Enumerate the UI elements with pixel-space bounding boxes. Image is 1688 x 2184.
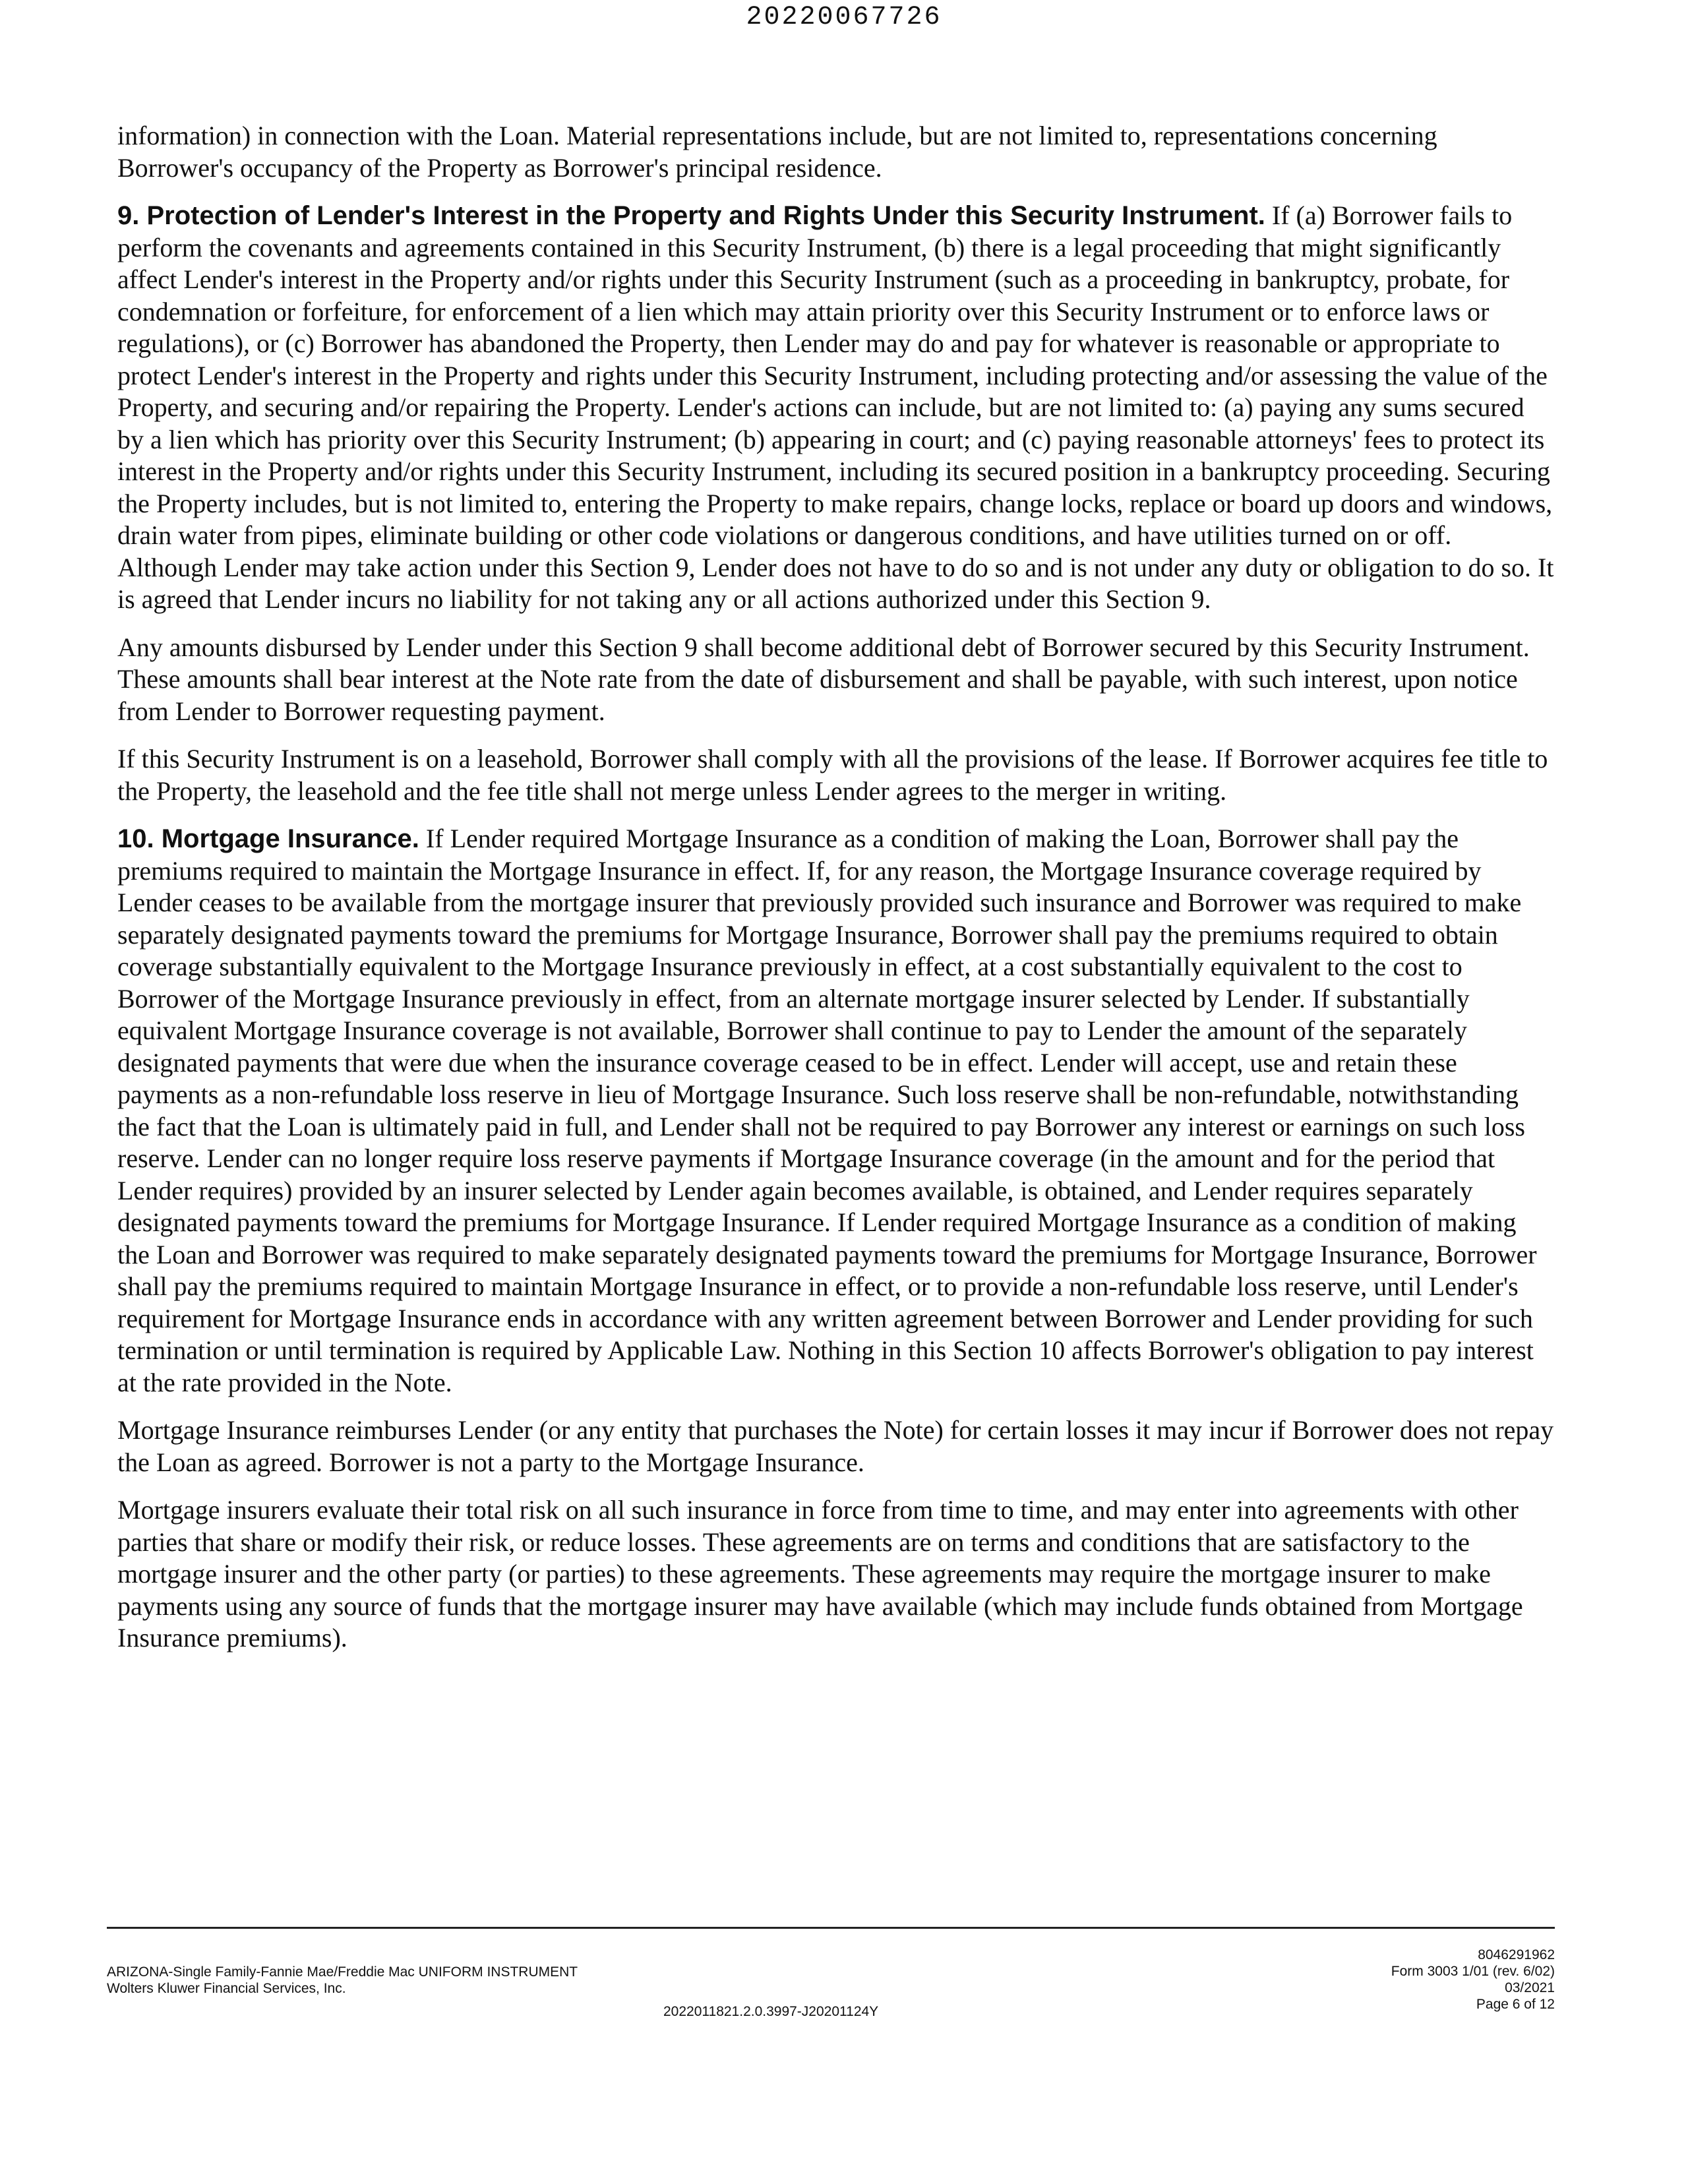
section-10-paragraph-2: Mortgage Insurance reimburses Lender (or any entity that purchases the Note) for certain losses it may incur if Borrower does not repay the Loan as agreed. Borrower is not a party to the Mortgage Insurance. <box>117 1415 1554 1477</box>
section-10-heading: 10. Mortgage Insurance. <box>117 824 419 853</box>
footer-form-date: 03/2021 <box>1505 1980 1555 1995</box>
section-10-text: If Lender required Mortgage Insurance as a condition of making the Loan, Borrower shall pay the premiums required to maintain the Mortgage Insurance in effect. If, for any reason, the Mortgage Insurance coverage required by Lender ceases to be available from the mortgage insurer that previously provided such insurance and Borrower was required to make separately designated payments toward the premiums for Mortgage Insurance, Borrower shall pay the premiums required to obtain coverage substantially equivalent to the Mortgage Insurance previously in effect, at a cost substantially equivalent to the cost to Borrower of the Mortgage Insurance previously in effect, from an alternate mortgage insurer selected by Lender. If substantially equivalent Mortgage Insurance coverage is not available, Borrower shall continue to pay to Lender the amount of the separately designated payments that were due when the insurance coverage ceased to be in effect. Lender will accept, use and retain these payments as a non-refundable loss reserve in lieu of Mortgage Insurance. Such loss reserve shall be non-refundable, notwithstanding the fact that the Loan is ultimately paid in full, and Lender shall not be required to pay Borrower any interest or earnings on such loss reserve. Lender can no longer require loss reserve payments if Mortgage Insurance coverage (in the amount and for the period that Lender requires) provided by an insurer selected by Lender again becomes available, is obtained, and Lender requires separately designated payments toward the premiums for Mortgage Insurance. If Lender required Mortgage Insurance as a condition of making the Loan and Borrower was required to make separately designated payments toward the premiums for Mortgage Insurance, Borrower shall pay the premiums required to maintain Mortgage Insurance in effect, or to provide a non-refundable loss reserve, until Lender's requirement for Mortgage Insurance ends in accordance with any written agreement between Borrower and Lender providing for such termination or until termination is required by Applicable Law. Nothing in this Section 10 affects Borrower's obligation to pay interest at the rate provided in the Note. <box>117 824 1537 1397</box>
footer-page-info <box>1391 1947 1555 2013</box>
footer-form-title: ARIZONA-Single Family-Fannie Mae/Freddie Mac UNIFORM INSTRUMENT <box>107 1964 578 1980</box>
section-9-paragraph <box>117 200 1555 616</box>
section-10-paragraph-3: Mortgage insurers evaluate their total risk on all such insurance in force from time to time, and may enter into agreements with other parties that share or modify their risk, or reduce losses. These agreements are on terms and conditions that are satisfactory to the mortgage insurer and the other party (or parties) to these agreements. These agreements may require the mortgage insurer to make payments using any source of funds that the mortgage insurer may have available (which may include funds obtained from Mortgage Insurance premiums). <box>117 1495 1523 1653</box>
footer-form-info <box>107 1964 578 1997</box>
footer-loan-number: 8046291962 <box>1478 1947 1555 1962</box>
section-9-paragraph-2: Any amounts disbursed by Lender under this Section 9 shall become additional debt of Borrower secured by this Security Instrument. These amounts shall bear interest at the Note rate from the date of disbursement and shall be payable, with such interest, upon notice from Lender to Borrower requesting payment. <box>117 632 1530 726</box>
footer-publisher: Wolters Kluwer Financial Services, Inc. <box>107 1981 346 1996</box>
section-9-text: If (a) Borrower fails to perform the covenants and agreements contained in this Security Instrument, (b) there is a legal proceeding that might significantly affect Lender's interest in the Property and/or rights under this Security Instrument (such as a proceeding in bankruptcy, probate, for condemnation or forfeiture, for enforcement of a lien which may attain priority over this Security Instrument or to enforce laws or regulations), or (c) Borrower has abandoned the Property, then Lender may do and pay for whatever is reasonable or appropriate to protect Lender's interest in the Property and rights under this Security Instrument, including protecting and/or assessing the value of the Property, and securing and/or repairing the Property. Lender's actions can include, but are not limited to: (a) paying any sums secured by a lien which has priority over this Security Instrument; (b) appearing in court; and (c) paying reasonable attorneys' fees to protect its interest in the Property and/or rights under this Security Instrument, including its secured position in a bankruptcy proceeding. Securing the Property includes, but is not limited to, entering the Property to make repairs, change locks, replace or board up doors and windows, drain water from pipes, eliminate building or other code violations or dangerous conditions, and have utilities turned on or off. Although Lender may take action under this Section 9, Lender does not have to do so and is not under any duty or obligation to do so. It is agreed that Lender incurs no liability for not taking any or all actions authorized under this Section 9. <box>117 200 1554 614</box>
intro-paragraph: information) in connection with the Loan. Material representations include, but are not limited to, representations concerning Borrower's occupancy of the Property as Borrower's principal residence. <box>117 121 1437 183</box>
section-9-heading: 9. Protection of Lender's Interest in the Property and Rights Under this Security Instrument. <box>117 201 1265 230</box>
footer-divider <box>107 1927 1555 1929</box>
document-body <box>117 120 1555 1670</box>
footer-page-label: Page 6 of 12 <box>1476 1997 1555 2012</box>
footer-form-number: Form 3003 1/01 (rev. 6/02) <box>1391 1964 1555 1979</box>
section-10-paragraph <box>117 823 1555 1399</box>
footer-center-code: 2022011821.2.0.3997-J20201124Y <box>663 2004 879 2019</box>
document-recording-number: 20220067726 <box>746 3 942 32</box>
section-9-paragraph-3: If this Security Instrument is on a leasehold, Borrower shall comply with all the provisions of the lease. If Borrower acquires fee title to the Property, the leasehold and the fee title shall not merge unless Lender agrees to the merger in writing. <box>117 744 1548 806</box>
